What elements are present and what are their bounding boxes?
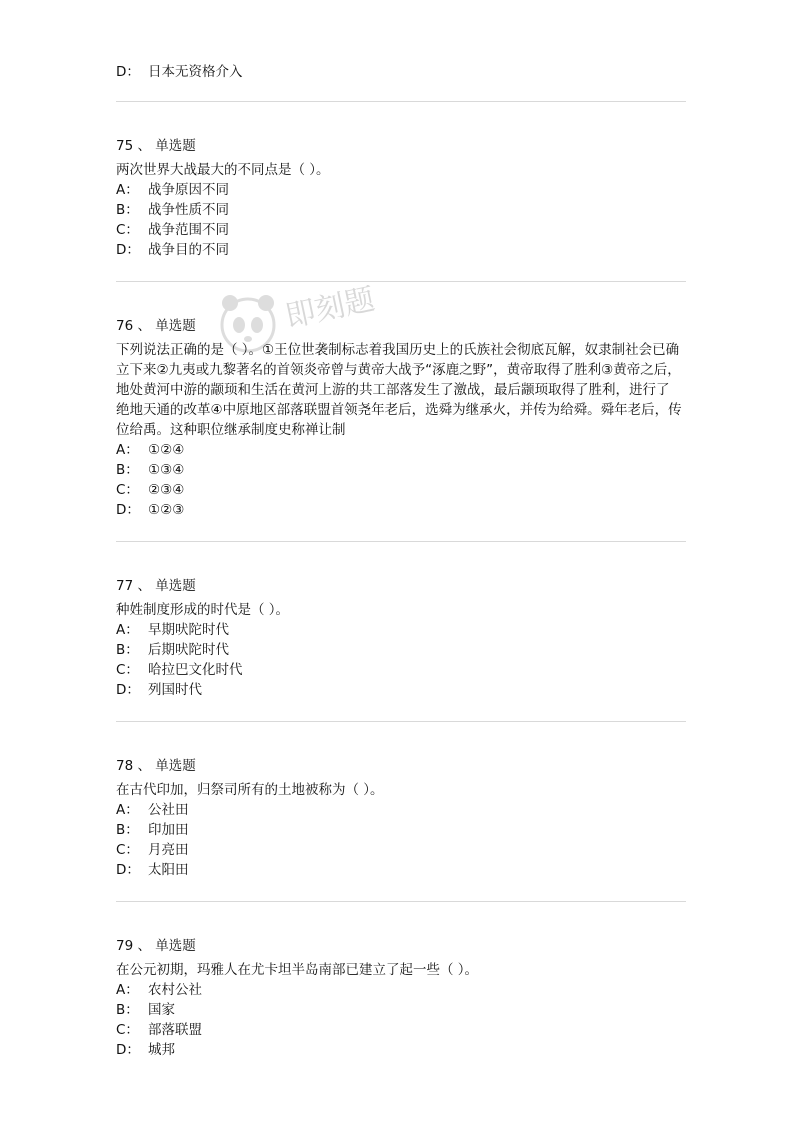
- option-letter: B：: [116, 202, 139, 218]
- question-77: [116, 576, 682, 700]
- option-text: 太阳田: [148, 862, 189, 878]
- option-text: 部落联盟: [148, 1022, 202, 1038]
- question-header: 79 、 单选题: [116, 938, 196, 954]
- option-letter: B：: [116, 642, 139, 658]
- option-a: [116, 180, 682, 200]
- option-c: [116, 480, 682, 500]
- option-b: [116, 1000, 682, 1020]
- divider: [116, 281, 686, 282]
- question-stem: 在公元初期，玛雅人在尤卡坦半岛南部已建立了起一些（ ）。: [116, 962, 479, 978]
- option-b: [116, 820, 682, 840]
- option-b: [116, 460, 682, 480]
- option-d: [116, 500, 682, 520]
- option-letter: A：: [116, 622, 139, 638]
- question-header: 78 、 单选题: [116, 758, 196, 774]
- option-d: [116, 1040, 682, 1060]
- divider: [116, 541, 686, 542]
- option-b: [116, 640, 682, 660]
- option-letter: A：: [116, 982, 139, 998]
- option-letter: D：: [116, 1042, 140, 1058]
- option-letter: C：: [116, 1022, 139, 1038]
- option-c: [116, 220, 682, 240]
- option-c: [116, 660, 682, 680]
- option-c: [116, 840, 682, 860]
- option-text: 早期吠陀时代: [148, 622, 229, 638]
- option-letter: D：: [116, 862, 140, 878]
- option-letter: D：: [116, 502, 140, 518]
- option-d: [116, 680, 682, 700]
- question-stem: 在古代印加，归祭司所有的土地被称为（ ）。: [116, 782, 384, 798]
- option-text: 国家: [148, 1002, 175, 1018]
- divider: [116, 721, 686, 722]
- option-letter: C：: [116, 842, 139, 858]
- option-text: 农村公社: [148, 982, 202, 998]
- option-a: [116, 620, 682, 640]
- option-letter: A：: [116, 802, 139, 818]
- option-letter: C：: [116, 482, 139, 498]
- option-letter: C：: [116, 662, 139, 678]
- question-stem: 两次世界大战最大的不同点是（ ）。: [116, 162, 330, 178]
- option-text: 战争目的不同: [148, 242, 229, 258]
- question-76: [116, 316, 682, 520]
- option-d: [116, 860, 682, 880]
- watermark-text: 即刻题: [282, 285, 378, 335]
- question-header: 77 、 单选题: [116, 578, 196, 594]
- option-letter: B：: [116, 822, 139, 838]
- option-text: ②③④: [148, 482, 185, 498]
- option-letter: D：: [116, 64, 140, 80]
- question-75: [116, 136, 682, 260]
- option-text: 哈拉巴文化时代: [148, 662, 243, 678]
- option-text: ①②③: [148, 502, 185, 518]
- option-letter: B：: [116, 462, 139, 478]
- option-a: [116, 980, 682, 1000]
- option-letter: A：: [116, 442, 139, 458]
- option-b: [116, 200, 682, 220]
- option-a: [116, 800, 682, 820]
- list-item: [116, 62, 243, 82]
- divider: [116, 101, 686, 102]
- option-letter: D：: [116, 682, 140, 698]
- question-78: [116, 756, 682, 880]
- option-letter: B：: [116, 1002, 139, 1018]
- option-text: 日本无资格介入: [148, 64, 243, 80]
- option-d: [116, 240, 682, 260]
- option-text: 战争范围不同: [148, 222, 229, 238]
- option-a: [116, 440, 682, 460]
- option-text: ①②④: [148, 442, 185, 458]
- question-header: 75 、 单选题: [116, 138, 196, 154]
- option-text: 列国时代: [148, 682, 202, 698]
- option-text: ①③④: [148, 462, 185, 478]
- option-text: 战争性质不同: [148, 202, 229, 218]
- option-text: 战争原因不同: [148, 182, 229, 198]
- question-stem: 种姓制度形成的时代是（ ）。: [116, 602, 290, 618]
- option-text: 城邦: [148, 1042, 175, 1058]
- option-letter: A：: [116, 182, 139, 198]
- option-letter: C：: [116, 222, 139, 238]
- option-text: 公社田: [148, 802, 189, 818]
- option-text: 印加田: [148, 822, 189, 838]
- option-letter: D：: [116, 242, 140, 258]
- option-text: 后期吠陀时代: [148, 642, 229, 658]
- option-text: 月亮田: [148, 842, 189, 858]
- question-79: [116, 936, 682, 1060]
- option-c: [116, 1020, 682, 1040]
- question-stem: 下列说法正确的是（ ）。①王位世袭制标志着我国历史上的氏族社会彻底瓦解，奴隶制社会已确立下来②九夷或九黎著名的首领炎帝曾与黄帝大战予“涿鹿之野”，黄帝取得了胜利③黄帝之后，地处黄河中游的颛顼和生活在黄河上游的共工部落发生了激战，最后颛顼取得了胜利，进行了绝地天通的改革④中原地区部落联盟首领尧年老后，选舜为继承火，并传为给舜。舜年老后，传位给禹。这种职位继承制度史称禅让制: [116, 342, 682, 438]
- question-header: 76 、 单选题: [116, 318, 196, 334]
- divider: [116, 901, 686, 902]
